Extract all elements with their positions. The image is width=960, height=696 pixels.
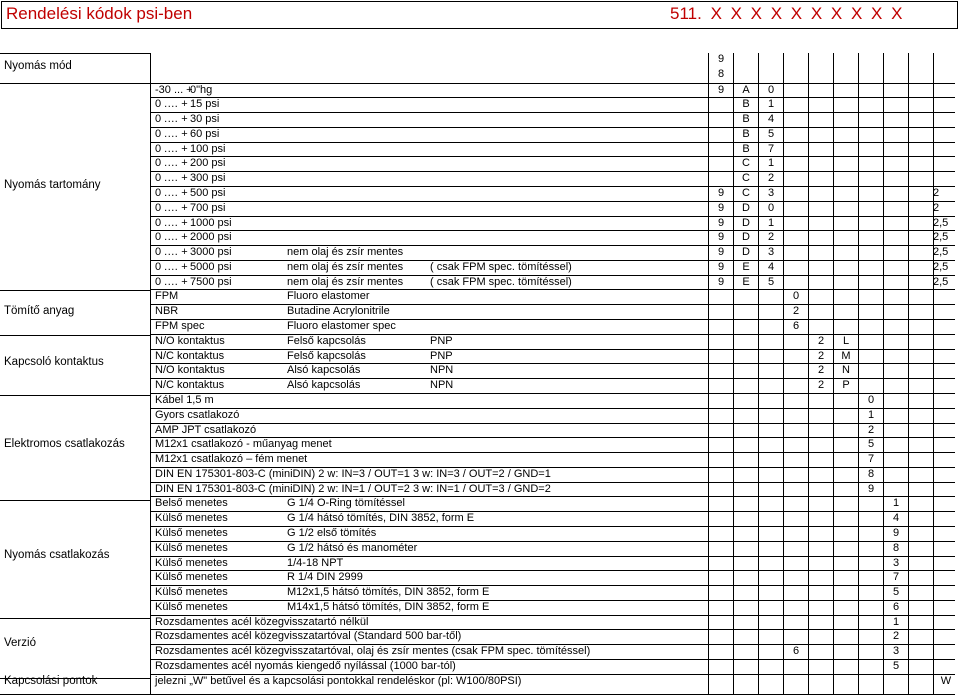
code-digit: 9 (717, 260, 725, 273)
row-divider (150, 112, 955, 113)
code-digit: 6 (792, 645, 800, 658)
range-start: 0 .… + (155, 157, 188, 170)
code-digit: 1 (767, 157, 775, 170)
range-end: 0"hg (190, 83, 213, 96)
code-digit: 4 (767, 113, 775, 126)
section-pressure-range: Nyomás tartomány (4, 179, 101, 192)
column-divider (883, 53, 884, 694)
code-digit: 9 (867, 482, 875, 495)
code-last: 2,5 (933, 231, 949, 244)
code-digit: 7 (892, 571, 900, 584)
range-end: 15 psi (190, 98, 220, 111)
column-divider (783, 53, 784, 694)
code-digit: 5 (867, 438, 875, 451)
row-divider (150, 319, 955, 320)
code-letter: B (742, 142, 750, 155)
row-divider (150, 363, 955, 364)
contact-polarity: NPN (430, 379, 454, 392)
section-electrical-connection: Elektromos csatlakozás (4, 437, 125, 450)
seal-desc: Fluoro elastomer spec (287, 320, 396, 333)
range-start: 0 .… + (155, 201, 188, 214)
row-divider (150, 378, 955, 379)
code-letter: W (940, 674, 952, 687)
order-code-pattern (670, 4, 902, 24)
header-code-8: 8 (717, 67, 725, 80)
row-divider (150, 83, 955, 84)
seal-desc: Butadine Acrylonitrile (287, 305, 390, 318)
row-divider (150, 127, 955, 128)
connection-thread: Külső menetes (155, 556, 228, 569)
range-end: 5000 psi (190, 260, 232, 273)
code-digit: 1 (767, 98, 775, 111)
contact-type: N/O kontaktus (155, 364, 225, 377)
code-digit: 9 (717, 231, 725, 244)
code-digit: 5 (767, 275, 775, 288)
column-divider (808, 53, 809, 694)
range-start: 0 .… + (155, 187, 188, 200)
code-digit: 3 (767, 246, 775, 259)
code-digit: 7 (867, 453, 875, 466)
connection-thread: Külső menetes (155, 586, 228, 599)
code-letter: B (742, 127, 750, 140)
contact-type: N/C kontaktus (155, 379, 225, 392)
connection-thread: Külső menetes (155, 571, 228, 584)
code-digit: 5 (767, 127, 775, 140)
seal-code: NBR (155, 305, 179, 318)
table-bottom (0, 694, 955, 695)
code-letter: B (742, 98, 750, 111)
row-divider (150, 304, 955, 305)
code-letters: X X X X X X X X X X (710, 4, 903, 23)
code-letter: D (742, 201, 750, 214)
code-digit: 3 (892, 645, 900, 658)
range-end: 2000 psi (190, 231, 232, 244)
range-end: 1000 psi (190, 216, 232, 229)
connection-desc: G 1/2 első tömítés (287, 526, 377, 539)
electrical-option: DIN EN 175301-803-C (miniDIN) 2 w: IN=1 / OUT=2 3 w: IN=1 / OUT=3 / GND=2 (155, 482, 551, 495)
range-end: 30 psi (190, 113, 220, 126)
row-divider (150, 201, 955, 202)
row-divider (150, 511, 955, 512)
connection-desc: G 1/2 hátsó és manométer (287, 541, 418, 554)
page-title: Rendelési kódok psi-ben (6, 4, 193, 23)
code-digit: 6 (892, 600, 900, 613)
row-divider (150, 142, 955, 143)
range-end: 300 psi (190, 172, 226, 185)
contact-type: N/C kontaktus (155, 349, 225, 362)
range-end: 60 psi (190, 127, 220, 140)
contact-position: Alsó kapcsolás (287, 364, 361, 377)
row-divider (150, 600, 955, 601)
connection-thread: Belső menetes (155, 497, 228, 510)
contact-polarity: NPN (430, 364, 454, 377)
connection-thread: Külső menetes (155, 600, 228, 613)
range-end: 100 psi (190, 142, 226, 155)
range-start: 0 .… + (155, 231, 188, 244)
section-divider (0, 395, 150, 396)
section-divider (0, 83, 150, 84)
row-divider (150, 156, 955, 157)
range-end: 3000 psi (190, 246, 232, 259)
range-start: 0 .… + (155, 275, 188, 288)
row-divider (150, 97, 955, 98)
code-digit: 4 (892, 512, 900, 525)
code-digit: 2 (817, 334, 825, 347)
contact-position: Felső kapcsolás (287, 349, 366, 362)
code-digit: 8 (867, 467, 875, 480)
code-last: 2,5 (933, 246, 949, 259)
range-end: 700 psi (190, 201, 226, 214)
code-digit: 9 (717, 201, 725, 214)
range-note-2: ( csak FPM spec. tömítéssel) (430, 260, 572, 273)
code-digit: 5 (892, 586, 900, 599)
code-digit: 2 (817, 379, 825, 392)
code-digit: 6 (792, 320, 800, 333)
code-letter: B (742, 113, 750, 126)
seal-desc: Fluoro elastomer (287, 290, 370, 303)
code-digit: 0 (792, 290, 800, 303)
connection-thread: Külső menetes (155, 512, 228, 525)
seal-code: FPM (155, 290, 179, 303)
row-divider (150, 423, 955, 424)
contact-polarity: PNP (430, 349, 453, 362)
range-start: 0 .… + (155, 113, 188, 126)
code-last: 2,5 (933, 275, 949, 288)
version-option: Rozsdamentes acél közegvisszatartóval (Standard 500 bar-től) (155, 630, 462, 643)
electrical-option: AMP JPT csatlakozó (155, 423, 257, 436)
code-digit: 1 (767, 216, 775, 229)
column-divider (908, 53, 909, 694)
code-digit: 5 (892, 659, 900, 672)
code-letter: M (841, 349, 851, 362)
connection-desc: G 1/4 hátsó tömítés, DIN 3852, form E (287, 512, 475, 525)
code-digit: 1 (867, 408, 875, 421)
range-start: -30 ... + (155, 83, 193, 96)
section-pressure-mode: Nyomás mód (4, 60, 72, 73)
code-letter: D (742, 231, 750, 244)
code-letter: C (742, 157, 750, 170)
header-code-9: 9 (717, 53, 725, 65)
section-seal-material: Tömítő anyag (4, 304, 75, 317)
code-last: 2 (933, 187, 940, 200)
column-divider (933, 53, 934, 694)
switch-points-note: jelezni „W" betűvel és a kapcsolási pontokkal rendeléskor (pl: W100/80PSI) (155, 674, 522, 687)
code-digit: 0 (767, 201, 775, 214)
code-digit: 1 (892, 615, 900, 628)
column-divider (708, 53, 709, 694)
code-digit: 4 (767, 260, 775, 273)
code-digit: 7 (767, 142, 775, 155)
code-digit: 3 (767, 187, 775, 200)
code-letter: P (842, 379, 850, 392)
column-divider (758, 53, 759, 694)
row-divider (150, 349, 955, 350)
contact-polarity: PNP (430, 334, 453, 347)
row-divider (150, 393, 955, 394)
section-switch-contact: Kapcsoló kontaktus (4, 356, 104, 369)
code-letter: E (742, 275, 750, 288)
row-divider (150, 171, 955, 172)
range-note: nem olaj és zsír mentes (287, 246, 404, 259)
row-divider (150, 289, 955, 290)
connection-desc: R 1/4 DIN 2999 (287, 571, 363, 584)
section-version: Verzió (4, 637, 36, 650)
code-digit: 2 (892, 630, 900, 643)
code-letter: D (742, 216, 750, 229)
code-digit: 9 (892, 526, 900, 539)
code-digit: 9 (717, 83, 725, 96)
code-letter: D (742, 246, 750, 259)
code-digit: 9 (717, 187, 725, 200)
row-divider (150, 408, 955, 409)
code-letter: L (842, 334, 850, 347)
section-switch-points: Kapcsolási pontok (4, 674, 98, 687)
row-divider (150, 230, 955, 231)
connection-desc: M14x1,5 hátsó tömítés, DIN 3852, form E (287, 600, 490, 613)
column-divider (833, 53, 834, 694)
row-divider (150, 186, 955, 187)
section-divider (0, 53, 150, 54)
column-divider (733, 53, 734, 694)
code-digit: 0 (767, 83, 775, 96)
column-divider (858, 53, 859, 694)
code-digit: 2 (767, 172, 775, 185)
row-divider (150, 541, 955, 542)
row-divider (150, 570, 955, 571)
version-option: Rozsdamentes acél nyomás kiengedő nyílással (1000 bar-tól) (155, 659, 456, 672)
range-start: 0 .… + (155, 127, 188, 140)
code-last: 2,5 (933, 216, 949, 229)
row-divider (150, 245, 955, 246)
row-divider (150, 526, 955, 527)
code-digit: 2 (867, 423, 875, 436)
connection-desc: G 1/4 O-Ring tömítéssel (287, 497, 405, 510)
electrical-option: M12x1 csatlakozó - műanyag menet (155, 438, 332, 451)
code-digit: 0 (867, 393, 875, 406)
code-last: 2 (933, 201, 940, 214)
range-end: 7500 psi (190, 275, 232, 288)
code-digit: 1 (892, 497, 900, 510)
range-note-2: ( csak FPM spec. tömítéssel) (430, 275, 572, 288)
section-divider (0, 618, 150, 619)
range-start: 0 .… + (155, 216, 188, 229)
code-digit: 3 (892, 556, 900, 569)
electrical-option: M12x1 csatlakozó – fém menet (155, 453, 308, 466)
code-digit: 9 (717, 275, 725, 288)
range-start: 0 .… + (155, 142, 188, 155)
section-divider (0, 500, 150, 501)
row-divider (150, 496, 955, 497)
range-start: 0 .… + (155, 246, 188, 259)
section-pressure-connection: Nyomás csatlakozás (4, 548, 110, 561)
section-divider (0, 335, 150, 336)
connection-thread: Külső menetes (155, 541, 228, 554)
code-letter: C (742, 172, 750, 185)
contact-position: Alsó kapcsolás (287, 379, 361, 392)
connection-desc: 1/4-18 NPT (287, 556, 344, 569)
section-divider (0, 290, 150, 291)
range-start: 0 .… + (155, 172, 188, 185)
range-start: 0 .… + (155, 98, 188, 111)
code-letter: A (742, 83, 750, 96)
range-note: nem olaj és zsír mentes (287, 260, 404, 273)
range-note: nem olaj és zsír mentes (287, 275, 404, 288)
code-digit: 9 (717, 246, 725, 259)
range-start: 0 .… + (155, 260, 188, 273)
code-digit: 8 (892, 541, 900, 554)
row-divider (150, 556, 955, 557)
electrical-option: Gyors csatlakozó (155, 408, 240, 421)
code-digit: 9 (717, 216, 725, 229)
code-last: 2,5 (933, 260, 949, 273)
range-end: 200 psi (190, 157, 226, 170)
connection-thread: Külső menetes (155, 526, 228, 539)
row-divider (150, 334, 955, 335)
code-letter: N (842, 364, 850, 377)
code-letter: E (742, 260, 750, 273)
contact-position: Felső kapcsolás (287, 334, 366, 347)
seal-code: FPM spec (155, 320, 205, 333)
contact-type: N/O kontaktus (155, 334, 225, 347)
code-digit: 2 (767, 231, 775, 244)
row-divider (150, 585, 955, 586)
code-letter: C (742, 187, 750, 200)
label-column-divider (150, 53, 151, 694)
code-digit: 2 (792, 305, 800, 318)
code-digit: 2 (817, 349, 825, 362)
title-bar (1, 1, 958, 29)
row-divider (150, 216, 955, 217)
connection-desc: M12x1,5 hátsó tömítés, DIN 3852, form E (287, 586, 490, 599)
code-digit: 2 (817, 364, 825, 377)
electrical-option: DIN EN 175301-803-C (miniDIN) 2 w: IN=3 / OUT=1 3 w: IN=3 / OUT=2 / GND=1 (155, 467, 551, 480)
code-prefix: 511. (670, 4, 702, 23)
range-end: 500 psi (190, 187, 226, 200)
version-option: Rozsdamentes acél közegvisszatartóval, olaj és zsír mentes (csak FPM spec. tömítéssel) (155, 645, 591, 658)
electrical-option: Kábel 1,5 m (155, 393, 214, 406)
version-option: Rozsdamentes acél közegvisszatartó nélkül (155, 615, 369, 628)
